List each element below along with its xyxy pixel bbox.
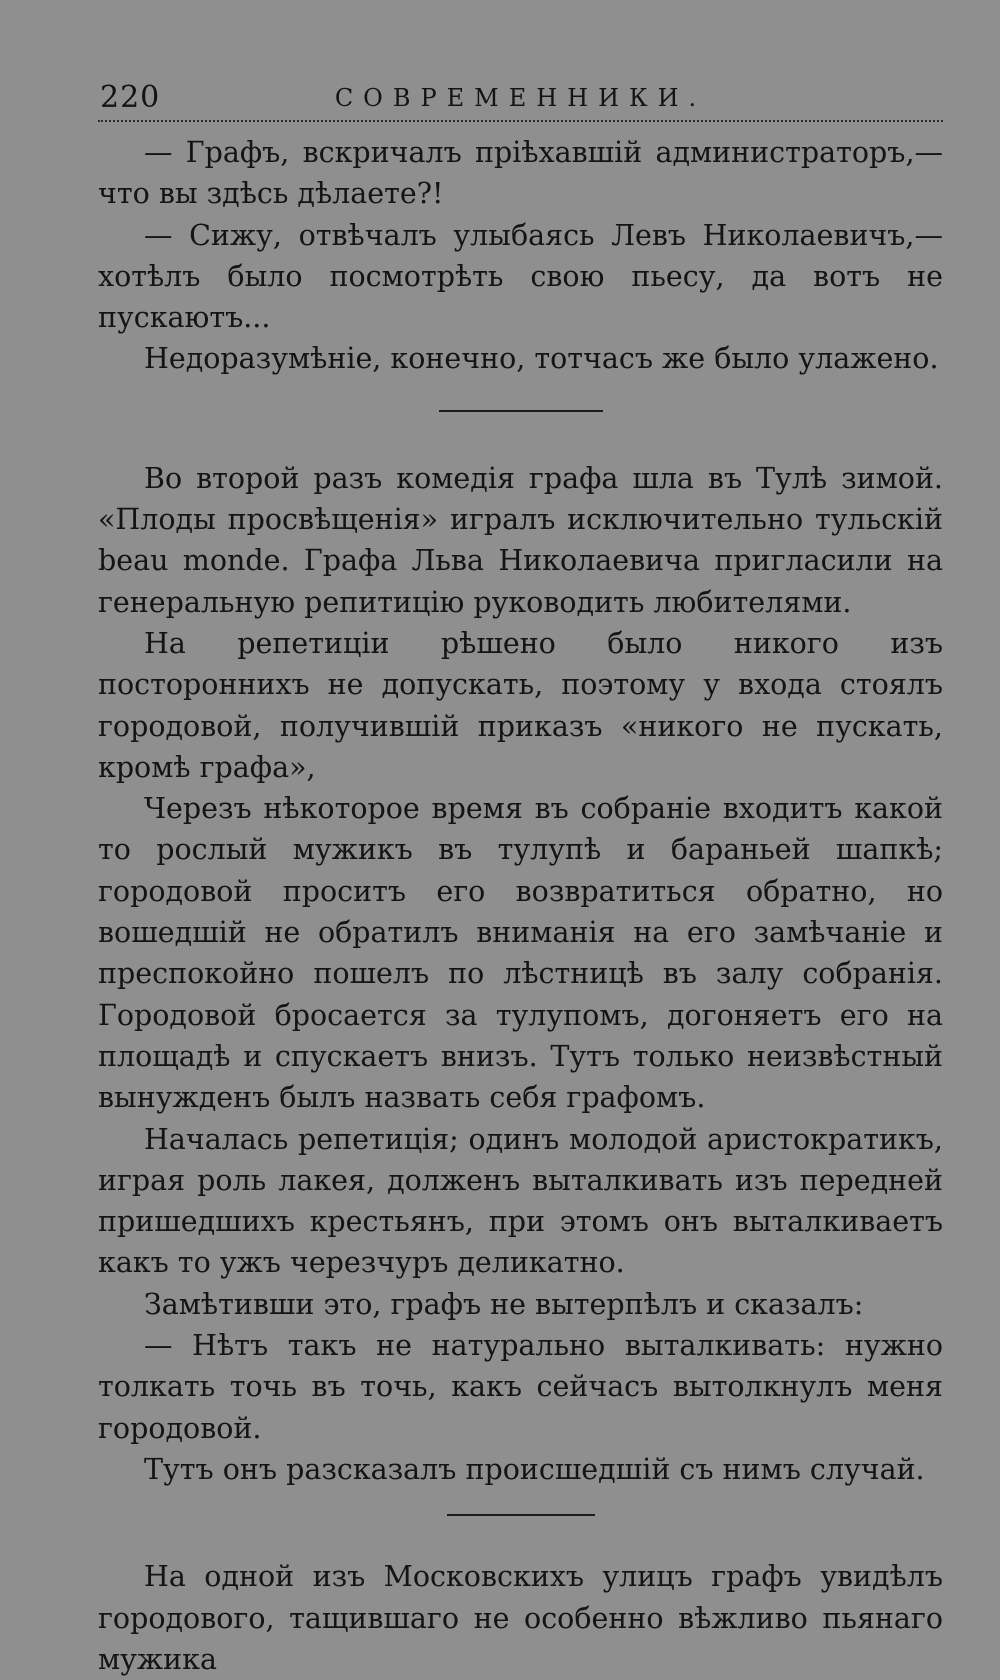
paragraph: — Графъ, вскричалъ пріѣхавшій администраторъ,—что вы здѣсь дѣлаете?! [98, 136, 943, 211]
paragraph: — Нѣтъ такъ не натурально выталкивать: нужно толкать точь въ точь, какъ сейчасъ вытолкнулъ меня городовой. [98, 1329, 943, 1445]
page-number: 220 [100, 80, 161, 115]
paragraph: Началась репетиція; одинъ молодой аристократикъ, играя роль лакея, долженъ выталкивать изъ передней пришедшихъ крестьянъ, при этомъ онъ выталкиваетъ какъ то ужъ черезчуръ деликатно. [98, 1122, 943, 1280]
paragraph: На одной изъ Московскихъ улицъ графъ увидѣлъ городового, тащившаго не особенно вѣжливо пьянаго мужика [98, 1560, 943, 1676]
paragraph: Недоразумѣніе, конечно, тотчасъ же было улажено. [144, 342, 939, 376]
section-separator [439, 410, 603, 412]
running-title: СОВРЕМЕННИКИ. [334, 84, 707, 112]
section-separator [447, 1514, 595, 1516]
paragraph: На репетиціи рѣшено было никого изъ постороннихъ не допускать, поэтому у входа стоялъ городовой, получившій приказъ «никого не пускать, кромѣ графа», [98, 626, 943, 784]
paragraph: Во второй разъ комедія графа шла въ Тулѣ зимой. «Плоды просвѣщенія» игралъ исключительно тульскій beau monde. Графа Льва Николаевича пригласили на генеральную репитицію руководить любителями. [98, 461, 943, 619]
book-page [98, 70, 943, 1680]
page-header [98, 70, 943, 122]
paragraph: — Сижу, отвѣчалъ улыбаясь Левъ Николаевичъ,—хотѣлъ было посмотрѣть свою пьесу, да вотъ не пускаютъ... [98, 218, 943, 335]
paragraph: Тутъ онъ разсказалъ происшедшій съ нимъ случай. [144, 1452, 925, 1486]
paragraph: Замѣтивши это, графъ не вытерпѣлъ и сказалъ: [144, 1287, 864, 1321]
paragraph: Черезъ нѣкоторое время въ собраніе входитъ какой то рослый мужикъ въ тулупѣ и бараньей шапкѣ; городовой проситъ его возвратиться обратно, но вошедшій не обратилъ вниманія на его замѣчаніе и преспокойно пошелъ по лѣстницѣ въ залу собранія. Городовой бросается за тулупомъ, догоняетъ его на площадѣ и спускаетъ внизъ. Тутъ только неизвѣстный вынужденъ былъ назвать себя графомъ. [98, 792, 943, 1115]
